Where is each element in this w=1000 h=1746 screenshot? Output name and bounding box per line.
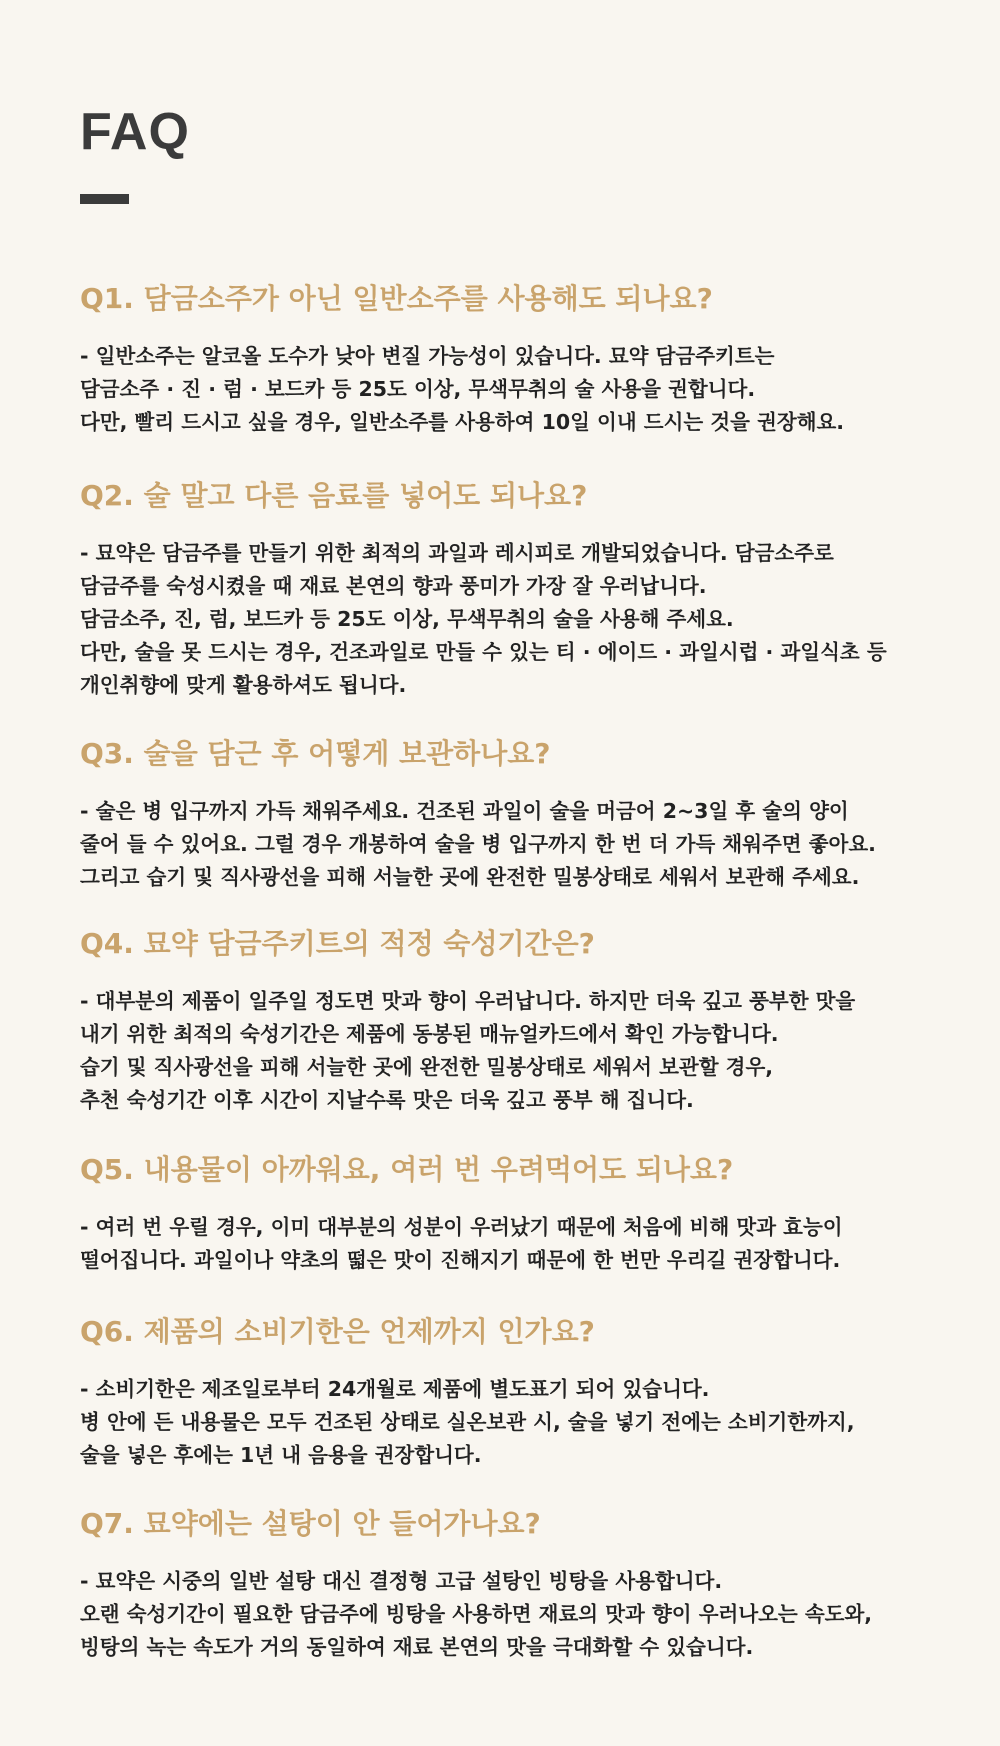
- faq-answer-5: - 여러 번 우릴 경우, 이미 대부분의 성분이 우러났기 때문에 처음에 비해 맛과 효능이 떨어집니다. 과일이나 약초의 떫은 맛이 진해지기 때문에 한 번만 우리길 권장합니다.: [80, 1215, 843, 1272]
- faq-item-1: [80, 282, 960, 439]
- faq-item-3: [80, 737, 960, 894]
- faq-question-3: Q3. 술을 담근 후 어떻게 보관하나요?: [80, 737, 551, 770]
- faq-answer-7: - 묘약은 시중의 일반 설탕 대신 결정형 고급 설탕인 빙탕을 사용합니다. 오랜 숙성기간이 필요한 담금주에 빙탕을 사용하면 재료의 맛과 향이 우러나오는 속도와, 빙탕의 녹는 속도가 거의 동일하여 재료 본연의 맛을 극대화할 수 있습니다.: [80, 1569, 873, 1659]
- faq-item-4: [80, 927, 960, 1117]
- faq-answer-4: - 대부분의 제품이 일주일 정도면 맛과 향이 우러납니다. 하지만 더욱 깊고 풍부한 맛을 내기 위한 최적의 숙성기간은 제품에 동봉된 매뉴얼카드에서 확인 가능합니다. 습기 및 직사광선을 피해 서늘한 곳에 완전한 밀봉상태로 세워서 보관할 경우, 추천 숙성기간 이후 시간이 지날수록 맛은 더욱 깊고 풍부 해 집니다.: [80, 989, 856, 1112]
- page-title: FAQ: [80, 103, 190, 161]
- faq-answer-3: - 술은 병 입구까지 가득 채워주세요. 건조된 과일이 술을 머금어 2~3일 후 술의 양이 줄어 들 수 있어요. 그럴 경우 개봉하여 술을 병 입구까지 한 번 더 가득 채워주면 좋아요. 그리고 습기 및 직사광선을 피해 서늘한 곳에 완전한 밀봉상태로 세워서 보관해 주세요.: [80, 799, 876, 889]
- faq-question-1: Q1. 담금소주가 아닌 일반소주를 사용해도 되나요?: [80, 282, 713, 315]
- faq-answer-6: - 소비기한은 제조일로부터 24개월로 제품에 별도표기 되어 있습니다. 병 안에 든 내용물은 모두 건조된 상태로 실온보관 시, 술을 넣기 전에는 소비기한까지, 술을 넣은 후에는 1년 내 음용을 권장합니다.: [80, 1377, 855, 1467]
- faq-question-7: Q7. 묘약에는 설탕이 안 들어가나요?: [80, 1507, 541, 1540]
- faq-item-5: [80, 1153, 960, 1277]
- faq-question-2: Q2. 술 말고 다른 음료를 넣어도 되나요?: [80, 479, 588, 512]
- faq-answer-1: - 일반소주는 알코올 도수가 낮아 변질 가능성이 있습니다. 묘약 담금주키트는 담금소주 · 진 · 럼 · 보드카 등 25도 이상, 무색무취의 술 사용을 권합니다. 다만, 빨리 드시고 싶을 경우, 일반소주를 사용하여 10일 이내 드시는 것을 권장해요.: [80, 344, 845, 434]
- faq-answer-2: - 묘약은 담금주를 만들기 위한 최적의 과일과 레시피로 개발되었습니다. 담금소주로 담금주를 숙성시켰을 때 재료 본연의 향과 풍미가 가장 잘 우러납니다. 담금소주, 진, 럼, 보드카 등 25도 이상, 무색무취의 술을 사용해 주세요. 다만, 술을 못 드시는 경우, 건조과일로 만들 수 있는 티 · 에이드 · 과일시럽 · 과일식초 등 개인취향에 맞게 활용하셔도 됩니다.: [80, 541, 887, 697]
- faq-item-2: [80, 479, 960, 702]
- faq-question-4: Q4. 묘약 담금주키트의 적정 숙성기간은?: [80, 927, 595, 960]
- faq-item-6: [80, 1315, 960, 1472]
- faq-question-5: Q5. 내용물이 아까워요, 여러 번 우려먹어도 되나요?: [80, 1153, 734, 1186]
- faq-item-7: [80, 1507, 960, 1664]
- faq-question-6: Q6. 제품의 소비기한은 언제까지 인가요?: [80, 1315, 595, 1348]
- title-underline: [80, 194, 129, 204]
